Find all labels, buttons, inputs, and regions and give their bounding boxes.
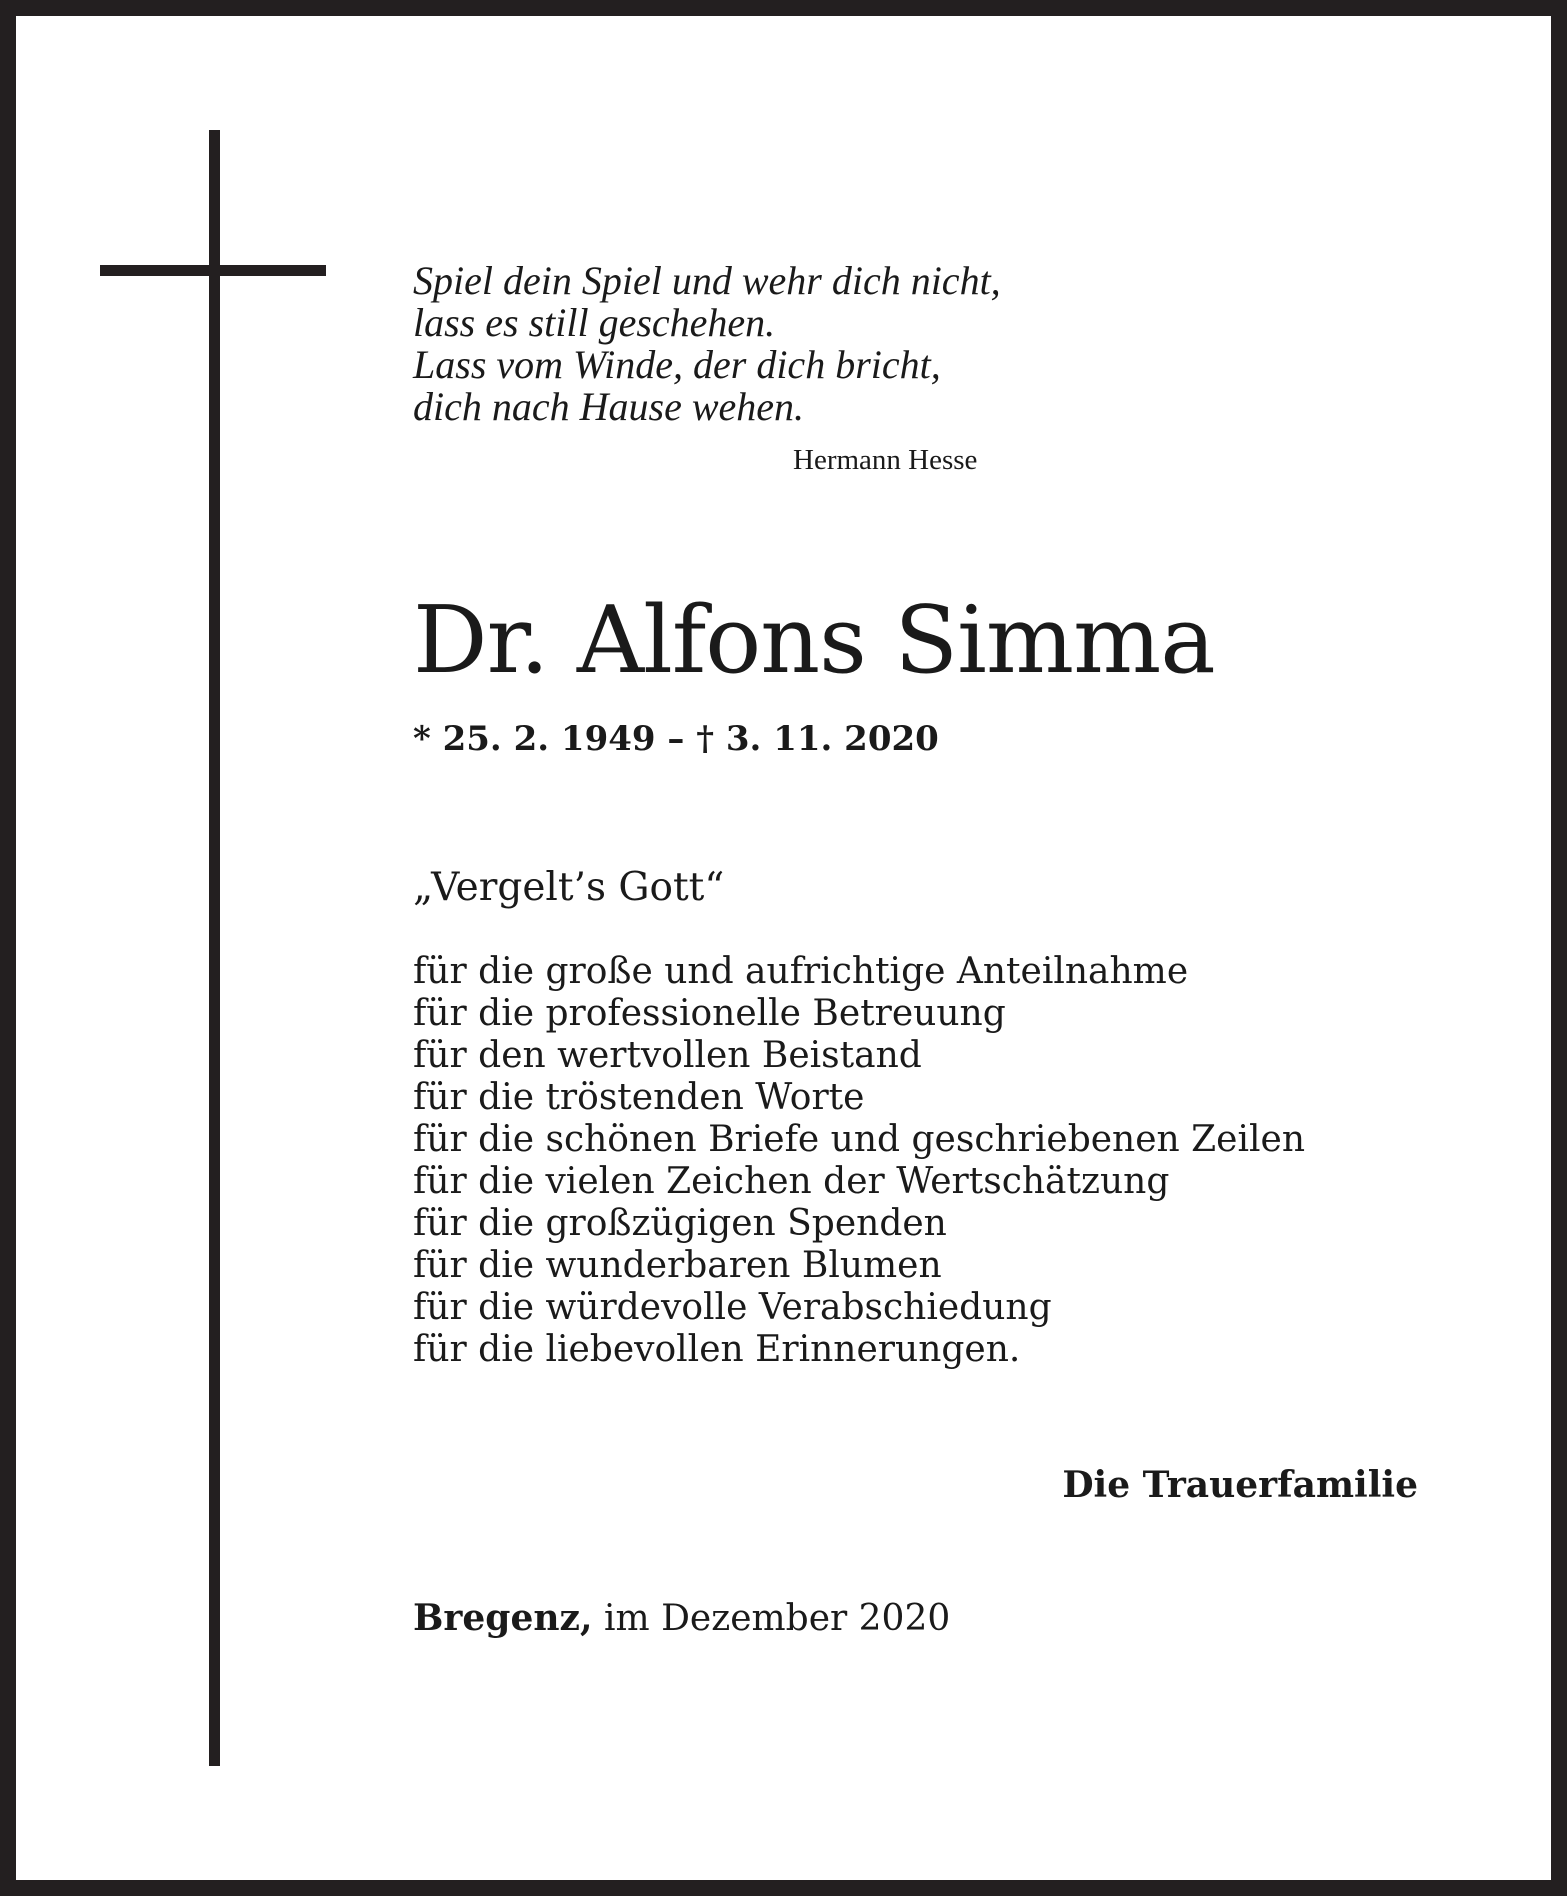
poem-line: Lass vom Winde, der dich bricht,: [413, 342, 941, 387]
obituary-notice: [16, 16, 1551, 1880]
date: im Dezember 2020: [592, 1598, 951, 1639]
poem-line: lass es still geschehen.: [413, 300, 776, 345]
poem-quote: [413, 260, 1001, 428]
thanks-line: für die würdevolle Verabschiedung: [413, 1287, 1052, 1328]
cross-icon-crossbar: [100, 265, 326, 276]
thanks-line: für die liebevollen Erinnerungen.: [413, 1329, 1021, 1370]
life-dates: * 25. 2. 1949 – † 3. 11. 2020: [413, 719, 939, 759]
thanks-heading: „Vergelt’s Gott“: [413, 865, 725, 910]
thanks-line: für die vielen Zeichen der Wertschätzung: [413, 1161, 1170, 1202]
signature: Die Trauerfamilie: [1062, 1464, 1418, 1506]
thanks-line: für die große und aufrichtige Anteilnahme: [413, 951, 1189, 992]
place-and-date: [413, 1596, 950, 1641]
poem-line: dich nach Hause wehen.: [413, 384, 805, 429]
place: Bregenz,: [413, 1597, 593, 1639]
thanks-line: für die schönen Briefe und geschriebenen Zeilen: [413, 1119, 1306, 1160]
deceased-name: Dr. Alfons Simma: [413, 586, 1215, 694]
thanks-line: für die tröstenden Worte: [413, 1077, 865, 1118]
thanks-list: [413, 951, 1305, 1371]
cross-icon: [209, 130, 220, 1766]
poem-line: Spiel dein Spiel und wehr dich nicht,: [413, 258, 1001, 303]
thanks-line: für den wertvollen Beistand: [413, 1035, 922, 1076]
poem-author: Hermann Hesse: [793, 444, 978, 476]
thanks-line: für die professionelle Betreuung: [413, 993, 1006, 1034]
thanks-line: für die großzügigen Spenden: [413, 1203, 947, 1244]
thanks-line: für die wunderbaren Blumen: [413, 1245, 942, 1286]
